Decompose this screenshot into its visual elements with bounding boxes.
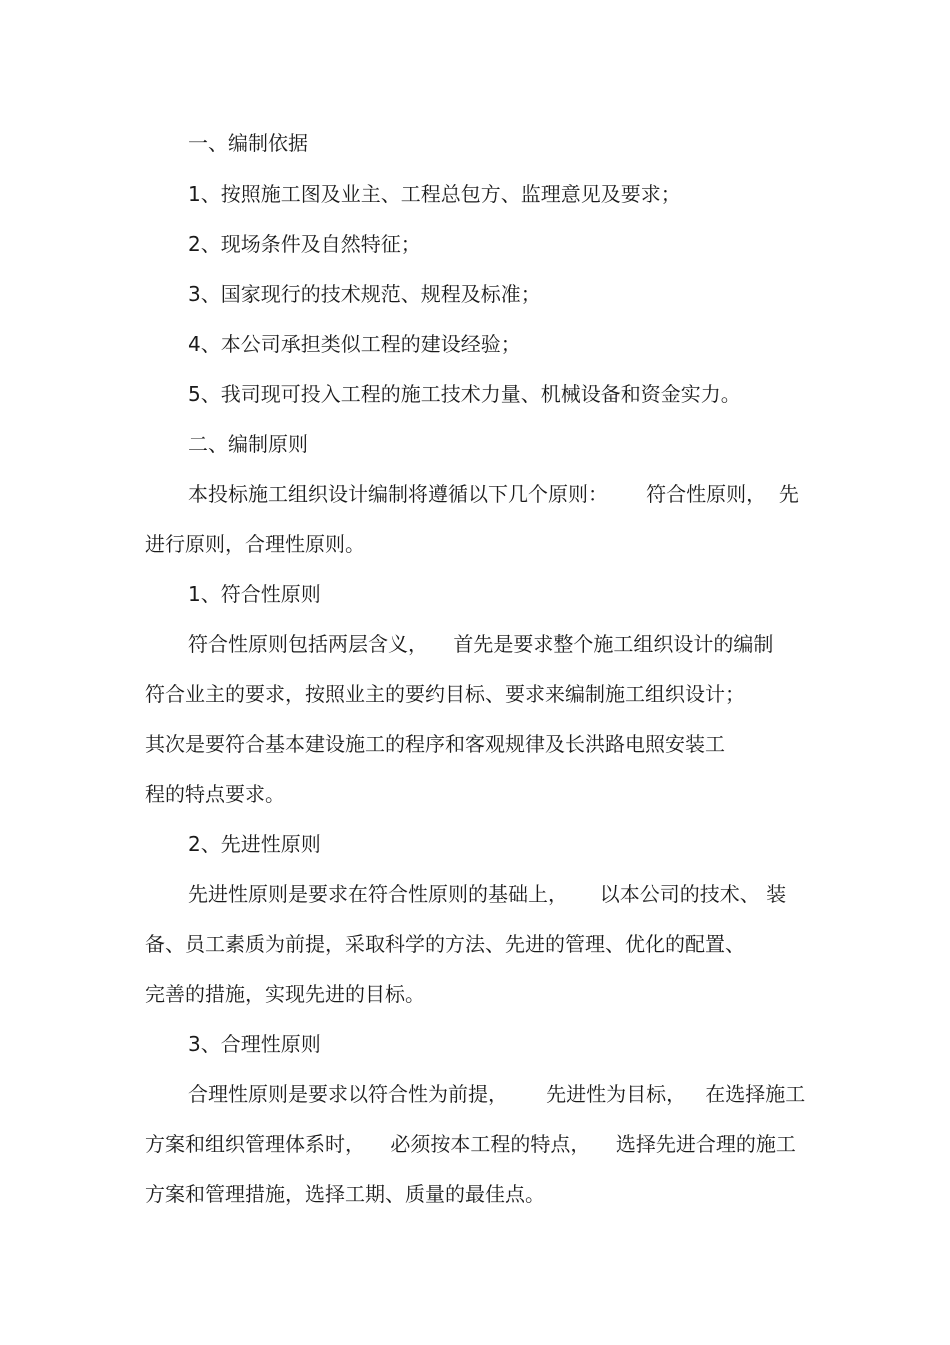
- subheading-rational: 3、合理性原则: [188, 1032, 321, 1056]
- advanced-line-3: 完善的措施，实现先进的目标。: [145, 982, 425, 1006]
- rational-line-2: 方案和组织管理体系时， 必须按本工程的特点， 选择先进合理的施工: [145, 1132, 796, 1156]
- conformity-line-2: 符合业主的要求，按照业主的要约目标、要求来编制施工组织设计；: [145, 682, 745, 706]
- heading-principles: 二、编制原则: [188, 432, 308, 456]
- basis-item-4: 4、本公司承担类似工程的建设经验；: [188, 332, 521, 356]
- rational-line-3: 方案和管理措施，选择工期、质量的最佳点。: [145, 1182, 545, 1206]
- heading-basis: 一、编制依据: [188, 131, 308, 155]
- advanced-line-1: 先进性原则是要求在符合性原则的基础上， 以本公司的技术、 装: [188, 882, 787, 906]
- basis-item-2: 2、现场条件及自然特征；: [188, 232, 421, 256]
- rational-line-1: 合理性原则是要求以符合性为前提， 先进性为目标， 在选择施工: [188, 1082, 806, 1106]
- basis-item-1: 1、按照施工图及业主、工程总包方、监理意见及要求；: [188, 182, 681, 206]
- subheading-advanced: 2、先进性原则: [188, 832, 321, 856]
- principles-intro-line-2: 进行原则，合理性原则。: [145, 532, 365, 556]
- subheading-conformity: 1、符合性原则: [188, 582, 321, 606]
- principles-intro-line-1: 本投标施工组织设计编制将遵循以下几个原则： 符合性原则， 先: [188, 482, 799, 506]
- conformity-line-3: 其次是要符合基本建设施工的程序和客观规律及长洪路电照安装工: [145, 732, 725, 756]
- advanced-line-2: 备、员工素质为前提，采取科学的方法、先进的管理、优化的配置、: [145, 932, 745, 956]
- basis-item-3: 3、国家现行的技术规范、规程及标准；: [188, 282, 541, 306]
- conformity-line-1: 符合性原则包括两层含义， 首先是要求整个施工组织设计的编制: [188, 632, 774, 656]
- conformity-line-4: 程的特点要求。: [145, 782, 285, 806]
- basis-item-5: 5、我司现可投入工程的施工技术力量、机械设备和资金实力。: [188, 382, 741, 406]
